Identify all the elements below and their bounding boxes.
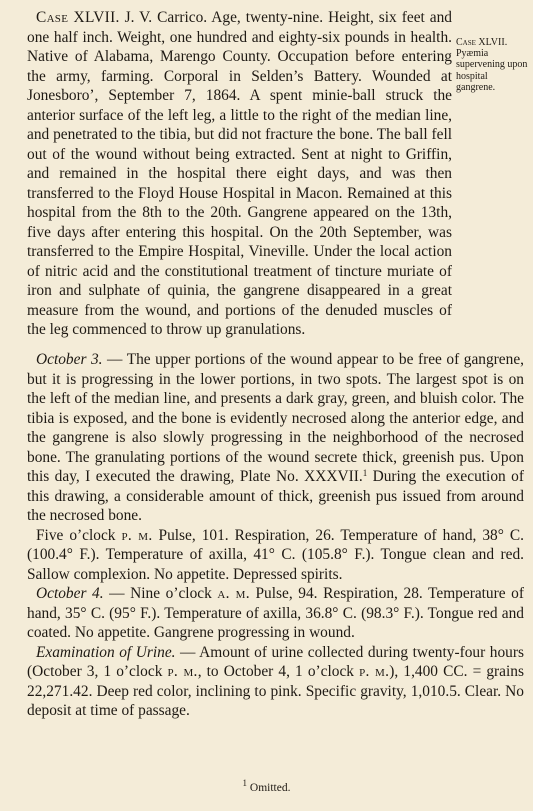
footnote: [0, 778, 533, 795]
footnote-reference: 1: [362, 468, 368, 478]
margin-note-text: Pyæmia supervening upon hospital gangrene.: [456, 48, 528, 93]
case-intro-text: J. V. Carrico. Age, twenty-nine. Height, six feet and one half inch. Weight, one hundred and eighty-six pounds in health. Native of Alabama, Marengo County. Occupation before entering the army, farming. Corporal in Selden’s Battery. Wounded at Jonesboro’, September 7, 1864. A spent minie-ball struck the anterior surface of the left leg, a little to the right of the median line, and penetrated to the tibia, but did not fracture the bone. The ball fell out of the wound without being extracted. Sent at night to Griffin, and remained in the hospital there eight days, and was then transferred to the Floyd House Hospital in Macon. Remained at this hospital from the 8th to the 20th. Gangrene appeared on the 13th, five days after entering this hospital. On the 20th September, was transferred to the Empire Hospital, Vineville. Under the local action of nitric acid and the constitutional treatment of tincture muriate of iron and sulphate of quinia, the gangrene disappeared in a great measure from the wound, and portions of the denuded muscles of the leg commenced to throw up granulations.: [27, 9, 452, 338]
am-abbrev: a. m.: [217, 585, 250, 602]
urine-paragraph: [27, 643, 524, 721]
october-3-date: October 3.: [36, 351, 103, 368]
urine-text-2: , to October 4, 1 o’clock: [197, 663, 360, 680]
margin-note: [456, 37, 528, 93]
case-body-block: [27, 350, 524, 721]
october-4-paragraph: [27, 584, 524, 643]
footnote-text: Omitted.: [247, 782, 291, 794]
case-intro-block: [27, 8, 452, 340]
five-oclock-prefix: Five o’clock: [36, 526, 122, 544]
october-4-prefix: — Nine o’clock: [103, 585, 218, 602]
october-3-paragraph: [27, 350, 524, 526]
footnote-number: 1: [242, 778, 248, 788]
margin-note-case: Case XLVII.: [456, 37, 508, 48]
urine-pm-1: p. m.: [167, 663, 198, 680]
october-3-text-after: During the execution of this drawing, a considerable amount of thick, greenish pus issued from around the necrosed bone.: [27, 468, 524, 524]
urine-pm-2: p. m.: [359, 663, 390, 680]
october-4-date: October 4.: [36, 585, 104, 602]
case-intro-paragraph: [27, 8, 452, 340]
five-oclock-text: Pulse, 101. Respiration, 26. Temperature of hand, 38° C. (100.4° F.). Temperature of axilla, 41° C. (105.8° F.). Tongue clean and red. Sallow complexion. No appetite. Depressed spirits.: [27, 526, 524, 583]
urine-text-1: — Amount of urine collected during twenty-four hours (October 3, 1 o’clock: [27, 643, 524, 680]
october-4-text: Pulse, 94. Respiration, 28. Temperature of hand, 35° C. (95° F.). Temperature of axilla, 36.8° C. (98.3° F.). Tongue red and coated. No appetite. Gangrene progressing in wound.: [27, 585, 524, 641]
five-oclock-paragraph: [27, 526, 524, 585]
urine-label: Examination of Urine.: [36, 643, 176, 661]
case-heading: Case XLVII.: [36, 9, 120, 26]
october-3-text: — The upper portions of the wound appear to be free of gangrene, but it is progressing in the lower portions, in two spots. The largest spot is on the left of the median line, and presents a dark gray, green, and bluish color. The tibia is exposed, and the bone is evidently necrosed along the anterior edge, and the gangrene is also slowly progressing in the neighborhood of the necrosed bone. The granulating portions of the wound secrete thick, greenish pus. Upon this day, I executed the drawing, Plate No. XXXVII.: [27, 351, 524, 485]
pm-abbrev: p. m.: [121, 526, 153, 544]
urine-text-3: ), 1,400 CC. = grains 22,271.42. Deep red color, inclining to pink. Specific gravity, 1,010.5. Clear. No deposit at time of passage.: [27, 663, 524, 719]
